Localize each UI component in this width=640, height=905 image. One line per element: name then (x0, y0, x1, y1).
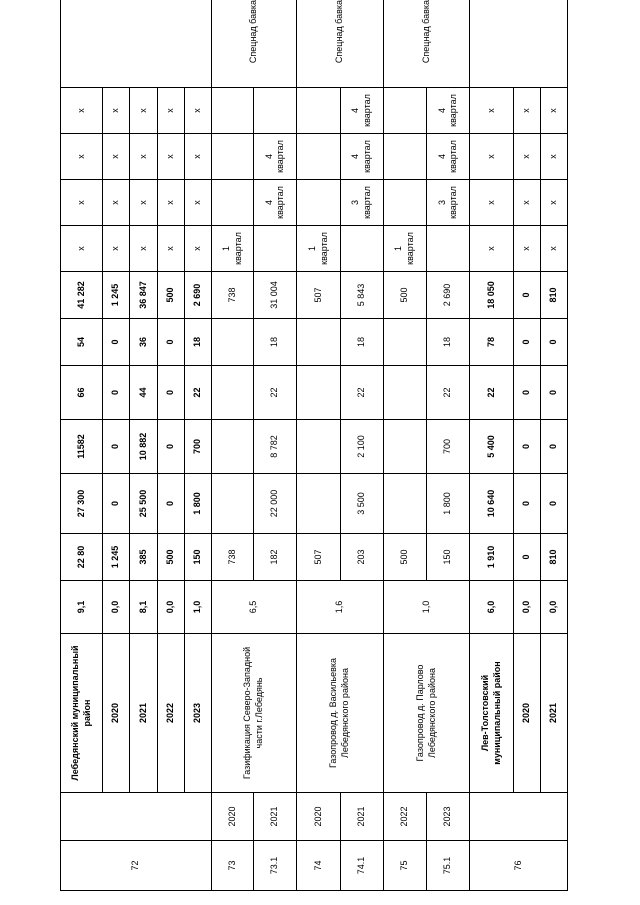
deadline-cell (211, 134, 253, 180)
deadline-cell (211, 88, 253, 134)
value-cell (383, 420, 426, 474)
length-cell: 8,1 (130, 581, 157, 634)
deadline-cell (340, 226, 383, 272)
value-cell (297, 420, 340, 474)
year-cell: 2023 (427, 793, 470, 841)
smr-cell: 0 (540, 474, 567, 534)
row-number-cell: 74 (297, 841, 340, 891)
deadline-cell: х (103, 88, 130, 134)
length-cell: 0,0 (103, 581, 130, 634)
pir-cell: 203 (340, 534, 383, 581)
deadline-cell: х (103, 180, 130, 226)
value-cell: 18 (427, 319, 470, 366)
value-cell: 54 (61, 319, 103, 366)
row-number-cell: 74.1 (340, 841, 383, 891)
pir-cell: 385 (130, 534, 157, 581)
total-cell: 1 245 (103, 272, 130, 319)
smr-cell: 0 (103, 474, 130, 534)
row-number-cell: 73.1 (254, 841, 297, 891)
value-cell: 22 (427, 366, 470, 420)
smr-cell: 25 500 (130, 474, 157, 534)
value-cell: 0 (157, 319, 184, 366)
value-cell: 10 882 (130, 420, 157, 474)
row-number-cell: 73 (211, 841, 253, 891)
deadline-cell: 3 квартал (427, 180, 470, 226)
deadline-cell: х (157, 180, 184, 226)
length-cell: 0,0 (540, 581, 567, 634)
value-cell: 0 (157, 420, 184, 474)
value-cell: 0 (513, 420, 540, 474)
row-number-cell: 75 (383, 841, 426, 891)
district-name-cell: Лев-Толстовский муниципальный район (470, 634, 513, 793)
source-cell: Спецнад бавка (383, 0, 470, 88)
pir-cell: 150 (427, 534, 470, 581)
value-cell: 5 400 (470, 420, 513, 474)
district-name-cell: Лебедянский муниципальный район (61, 634, 103, 793)
source-cell: Спецнад бавка (211, 0, 297, 88)
deadline-cell: 4 квартал (340, 88, 383, 134)
value-cell: 22 (184, 366, 211, 420)
year-label-cell: 2021 (540, 634, 567, 793)
year-cell: 2021 (254, 793, 297, 841)
value-cell (383, 366, 426, 420)
deadline-cell (297, 180, 340, 226)
table-row (184, 0, 211, 891)
source-cell (61, 0, 212, 88)
value-cell: 22 (470, 366, 513, 420)
length-cell: 1,0 (184, 581, 211, 634)
object-name-cell: Газопровод д. Васильевка Лебедянского района (297, 634, 384, 793)
deadline-cell: х (540, 226, 567, 272)
deadline-cell: х (470, 88, 513, 134)
year-label-cell: 2023 (184, 634, 211, 793)
year-label-cell: 2021 (130, 634, 157, 793)
row-number-cell: 75.1 (427, 841, 470, 891)
year-cell: 2021 (340, 793, 383, 841)
year-label-cell: 2020 (103, 634, 130, 793)
value-cell: 18 (254, 319, 297, 366)
deadline-cell: х (130, 88, 157, 134)
pir-cell: 0 (513, 534, 540, 581)
table-row (61, 0, 103, 891)
table-row (513, 0, 540, 891)
deadline-cell (211, 180, 253, 226)
table-row (103, 0, 130, 891)
value-cell: 44 (130, 366, 157, 420)
length-cell: 1,0 (383, 581, 470, 634)
smr-cell: 3 500 (340, 474, 383, 534)
pir-cell: 182 (254, 534, 297, 581)
deadline-cell: х (184, 180, 211, 226)
year-cell (470, 793, 568, 841)
rotated-table-wrapper (60, 0, 568, 891)
value-cell: 0 (103, 420, 130, 474)
row-number-cell: 72 (61, 841, 212, 891)
deadline-cell: х (103, 134, 130, 180)
deadline-cell: х (470, 134, 513, 180)
source-cell (470, 0, 568, 88)
table-row (470, 0, 513, 891)
deadline-cell: х (470, 226, 513, 272)
value-cell: 8 782 (254, 420, 297, 474)
value-cell: 66 (61, 366, 103, 420)
year-cell: 2020 (297, 793, 340, 841)
smr-cell (383, 474, 426, 534)
deadline-cell: 4 квартал (254, 180, 297, 226)
value-cell: 0 (540, 420, 567, 474)
smr-cell: 1 800 (427, 474, 470, 534)
total-cell: 31 004 (254, 272, 297, 319)
total-cell: 500 (383, 272, 426, 319)
total-cell: 18 050 (470, 272, 513, 319)
deadline-cell: х (61, 226, 103, 272)
pir-cell: 500 (157, 534, 184, 581)
value-cell: 0 (103, 366, 130, 420)
deadline-cell: х (157, 134, 184, 180)
deadline-cell: х (513, 226, 540, 272)
pir-cell: 500 (383, 534, 426, 581)
row-number-cell: 76 (470, 841, 568, 891)
value-cell: 2 100 (340, 420, 383, 474)
value-cell: 18 (184, 319, 211, 366)
deadline-cell: 1 квартал (383, 226, 426, 272)
smr-cell: 0 (157, 474, 184, 534)
deadline-cell: х (184, 134, 211, 180)
deadline-cell: х (513, 134, 540, 180)
smr-cell: 1 800 (184, 474, 211, 534)
length-cell: 6,0 (470, 581, 513, 634)
value-cell (211, 366, 253, 420)
deadline-cell: х (157, 88, 184, 134)
pir-cell: 738 (211, 534, 253, 581)
smr-cell (211, 474, 253, 534)
deadline-cell: 4 квартал (254, 134, 297, 180)
deadline-cell: х (157, 226, 184, 272)
table-row (130, 0, 157, 891)
table-row (540, 0, 567, 891)
deadline-cell (254, 88, 297, 134)
total-cell: 0 (513, 272, 540, 319)
value-cell: 11582 (61, 420, 103, 474)
year-cell: 2022 (383, 793, 426, 841)
value-cell (383, 319, 426, 366)
source-cell: Спецнад бавка (297, 0, 384, 88)
smr-cell: 22 000 (254, 474, 297, 534)
length-cell: 0,0 (157, 581, 184, 634)
deadline-cell: х (513, 180, 540, 226)
value-cell: 36 (130, 319, 157, 366)
value-cell (297, 319, 340, 366)
value-cell: 0 (157, 366, 184, 420)
year-label-cell: 2020 (513, 634, 540, 793)
deadline-cell: 3 квартал (340, 180, 383, 226)
deadline-cell: х (130, 180, 157, 226)
deadline-cell: 1 квартал (211, 226, 253, 272)
value-cell: 0 (513, 319, 540, 366)
table-row (297, 0, 340, 891)
total-cell: 2 690 (427, 272, 470, 319)
deadline-cell: 4 квартал (427, 134, 470, 180)
value-cell: 0 (513, 366, 540, 420)
deadline-cell: х (61, 134, 103, 180)
pir-cell: 1 910 (470, 534, 513, 581)
deadline-cell (383, 180, 426, 226)
deadline-cell (297, 88, 340, 134)
deadline-cell: х (184, 226, 211, 272)
deadline-cell (297, 134, 340, 180)
value-cell (211, 420, 253, 474)
deadline-cell (383, 88, 426, 134)
object-name-cell: Газопровод д. Парлово Лебедянского района (383, 634, 470, 793)
pir-cell: 1 245 (103, 534, 130, 581)
year-label-cell: 2022 (157, 634, 184, 793)
value-cell: 18 (340, 319, 383, 366)
smr-cell: 27 300 (61, 474, 103, 534)
table-row (157, 0, 184, 891)
deadline-cell (427, 226, 470, 272)
value-cell: 0 (540, 319, 567, 366)
smr-cell: 0 (513, 474, 540, 534)
deadline-cell: х (540, 134, 567, 180)
deadline-cell: х (470, 180, 513, 226)
deadline-cell: х (540, 88, 567, 134)
value-cell: 700 (184, 420, 211, 474)
table-row (211, 0, 253, 891)
value-cell: 0 (540, 366, 567, 420)
year-cell: 2020 (211, 793, 253, 841)
total-cell: 738 (211, 272, 253, 319)
value-cell: 78 (470, 319, 513, 366)
table-page (60, 0, 568, 891)
total-cell: 36 847 (130, 272, 157, 319)
smr-cell (297, 474, 340, 534)
deadline-cell: х (103, 226, 130, 272)
pir-cell: 507 (297, 534, 340, 581)
deadline-cell: х (540, 180, 567, 226)
deadline-cell: 1 квартал (297, 226, 340, 272)
total-cell: 810 (540, 272, 567, 319)
value-cell: 22 (340, 366, 383, 420)
deadline-cell: 4 квартал (427, 88, 470, 134)
deadline-cell: х (61, 88, 103, 134)
object-name-cell: Газификация Северо-Западной части г.Лебедянь (211, 634, 297, 793)
smr-cell: 10 640 (470, 474, 513, 534)
value-cell: 0 (103, 319, 130, 366)
pir-cell: 22 80 (61, 534, 103, 581)
investment-table (60, 0, 568, 891)
pir-cell: 810 (540, 534, 567, 581)
pir-cell: 150 (184, 534, 211, 581)
total-cell: 507 (297, 272, 340, 319)
total-cell: 500 (157, 272, 184, 319)
year-cell (61, 793, 212, 841)
deadline-cell: х (184, 88, 211, 134)
total-cell: 2 690 (184, 272, 211, 319)
length-cell: 9,1 (61, 581, 103, 634)
value-cell (211, 319, 253, 366)
deadline-cell (383, 134, 426, 180)
value-cell: 22 (254, 366, 297, 420)
total-cell: 41 282 (61, 272, 103, 319)
deadline-cell: х (61, 180, 103, 226)
deadline-cell: х (513, 88, 540, 134)
length-cell: 1,6 (297, 581, 384, 634)
length-cell: 6,5 (211, 581, 297, 634)
deadline-cell: х (130, 134, 157, 180)
deadline-cell: х (130, 226, 157, 272)
value-cell: 700 (427, 420, 470, 474)
total-cell: 5 843 (340, 272, 383, 319)
length-cell: 0,0 (513, 581, 540, 634)
deadline-cell (254, 226, 297, 272)
table-row (383, 0, 426, 891)
value-cell (297, 366, 340, 420)
deadline-cell: 4 квартал (340, 134, 383, 180)
